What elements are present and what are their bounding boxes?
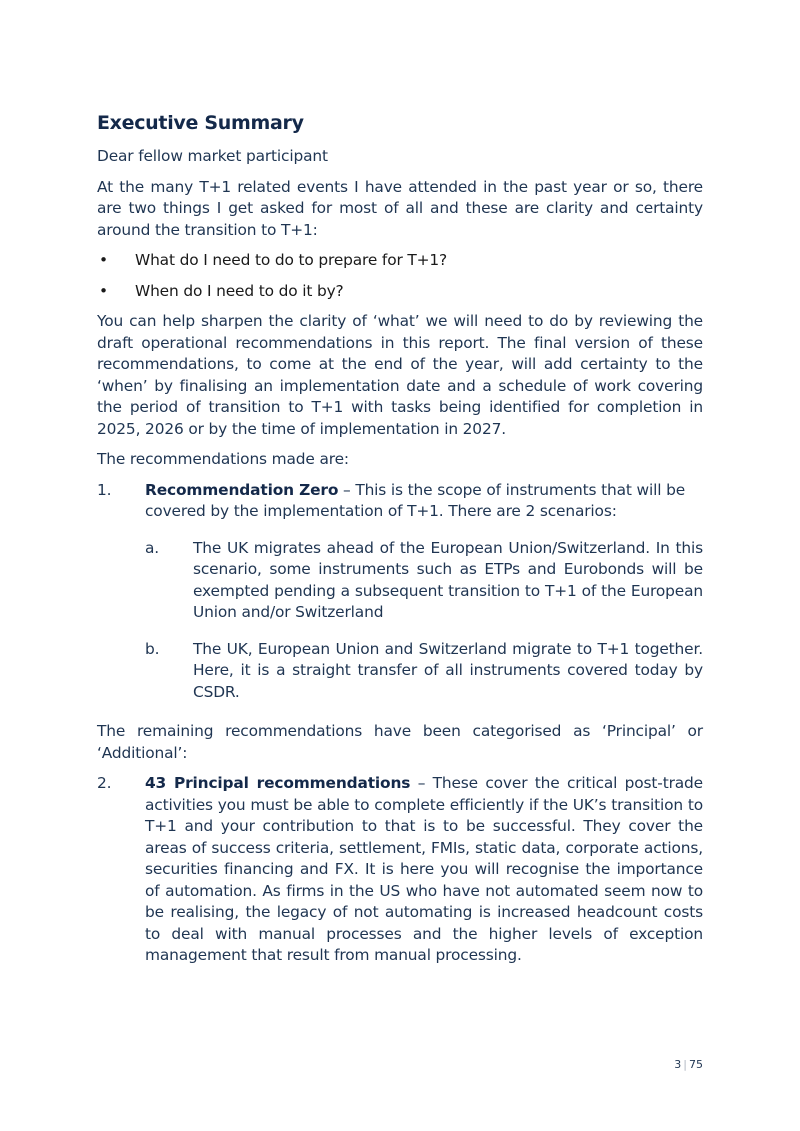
- body-paragraph: You can help sharpen the clarity of ‘what’ we will need to do by reviewing the draft operational recommendations in this report. The final version of these recommendations, to come at the end of the year, will add certainty to the ‘when’ by finalising an implementation date and a schedule of work covering the period of transition to T+1 with tasks being identified for completion in 2025, 2026 or by the time of implementation in 2027.: [97, 312, 703, 438]
- principal-title: 43 Principal recommendations: [145, 774, 411, 792]
- remaining-intro: The remaining recommendations have been categorised as ‘Principal’ or ‘Additional’:: [97, 722, 703, 762]
- question-list: [97, 250, 703, 302]
- scenario-letter: b.: [145, 639, 160, 658]
- recommendation-zero-description: – This is the scope of instruments that will be covered by the implementation of T+1. There are 2 scenarios:: [145, 480, 686, 520]
- item-number: 1.: [97, 480, 112, 499]
- intro-paragraph: At the many T+1 related events I have attended in the past year or so, there are two things I get asked for most of all and these are clarity and certainty around the transition to T+1:: [97, 177, 703, 239]
- question-item: [97, 281, 703, 303]
- scenario-item: [145, 538, 703, 624]
- total-pages: 75: [689, 1058, 703, 1071]
- recommendation-zero-text: [145, 480, 703, 523]
- question-text: When do I need to do it by?: [135, 281, 344, 300]
- recommendation-zero-item: [97, 480, 703, 704]
- principal-recommendations-item: [97, 773, 703, 967]
- principal-text: [145, 773, 703, 967]
- item-number: 2.: [97, 774, 112, 792]
- scenario-text: The UK migrates ahead of the European Union/Switzerland. In this scenario, some instruments such as ETPs and Eurobonds will be exempted pending a subsequent transition to T+1 of the European Union and/or Switzerland: [193, 538, 703, 621]
- page-content: [97, 112, 703, 976]
- page-separator: |: [683, 1058, 687, 1071]
- question-item: [97, 250, 703, 272]
- scenario-letter: a.: [145, 538, 160, 557]
- question-text: What do I need to do to prepare for T+1?: [135, 251, 448, 269]
- section-heading: Executive Summary: [97, 112, 304, 134]
- bullet-icon: •: [99, 281, 108, 300]
- current-page: 3: [674, 1058, 682, 1071]
- recommendations-intro: The recommendations made are:: [97, 450, 349, 468]
- greeting: Dear fellow market participant: [97, 147, 328, 165]
- page-number: [674, 1058, 703, 1071]
- recommendation-zero-title: Recommendation Zero: [145, 480, 339, 499]
- bullet-icon: •: [99, 251, 108, 269]
- scenario-item: [145, 639, 703, 704]
- scenario-text: The UK, European Union and Switzerland migrate to T+1 together. Here, it is a straight transfer of all instruments covered today by CSDR.: [193, 639, 703, 701]
- principal-description: – These cover the critical post-trade activities you must be able to complete efficiently if the UK’s transition to T+1 and your contribution to that is to be successful. They cover the areas of success criteria, settlement, FMIs, static data, corporate actions, securities financing and FX. It is here you will recognise the importance of automation. As firms in the US who have not automated seem now to be realising, the legacy of not automating is increased headcount costs to deal with manual processes and the higher levels of exception management that result from manual processing.: [145, 774, 703, 964]
